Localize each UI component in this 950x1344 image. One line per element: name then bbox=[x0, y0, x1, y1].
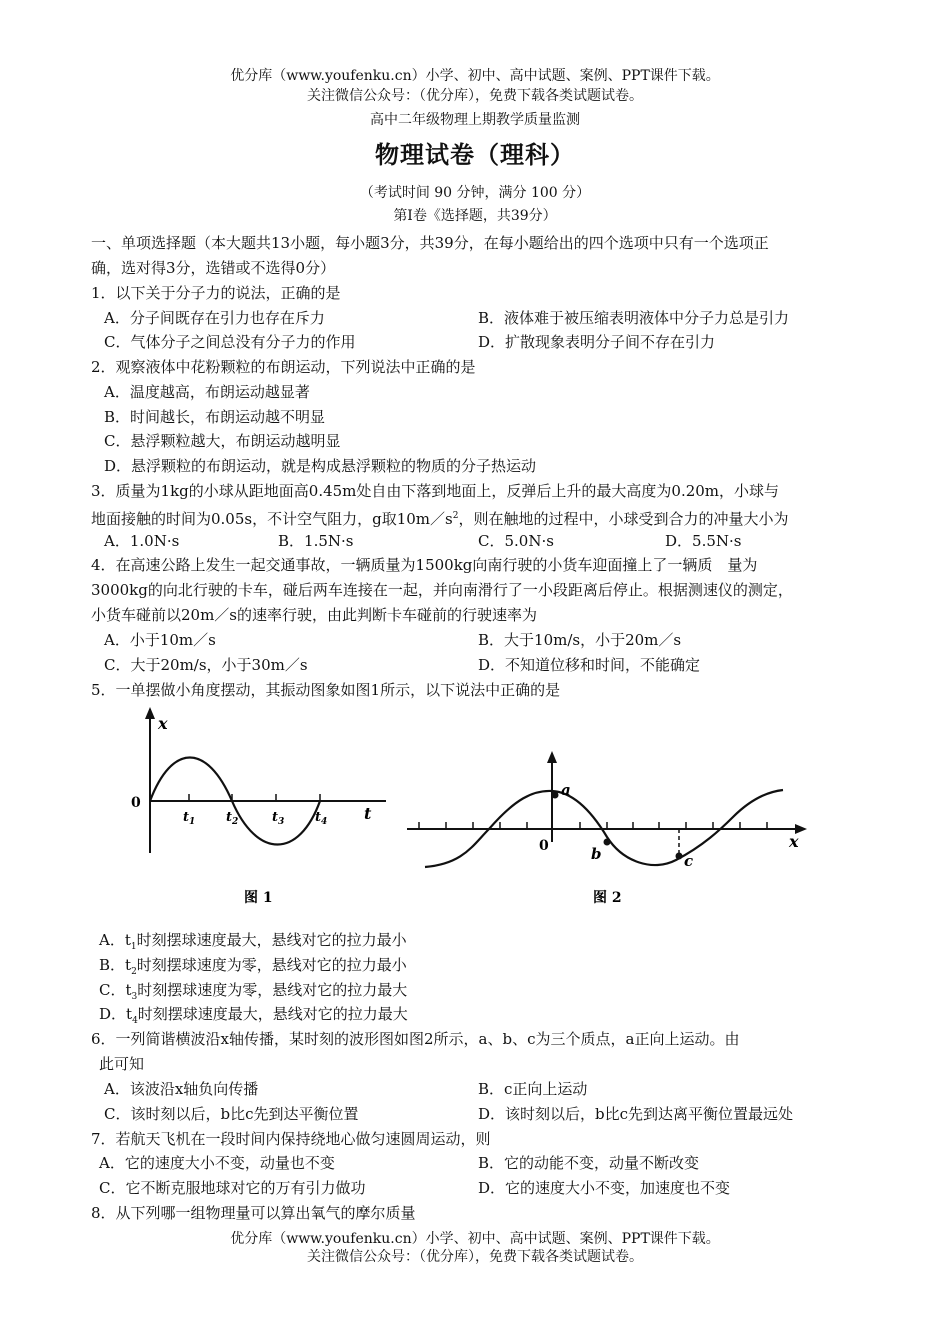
q4-stem-line-2: 3000kg的向北行驶的卡车，碰后两车连接在一起，并向南滑行了一小段距离后停止。根据测速仪的测定， bbox=[91, 581, 793, 599]
q3-option-b: B．1.5N·s bbox=[278, 532, 354, 550]
q5-stem: 5．一单摆做小角度摆动，其振动图象如图1所示，以下说法中正确的是 bbox=[91, 681, 561, 699]
figure-2 bbox=[403, 742, 813, 912]
fig1-origin-label: 0 bbox=[131, 795, 141, 811]
q5-option-d: D．$t_4$时刻摆球速度最大，悬线对它的拉力最大 bbox=[99, 1005, 408, 1026]
q3-option-a: A．1.0N·s bbox=[104, 532, 180, 550]
footer-line-2: 关注微信公众号：（优分库），免费下载各类试题试卷。 bbox=[307, 1249, 643, 1265]
q1-stem: 1．以下关于分子力的说法，正确的是 bbox=[91, 284, 341, 302]
q4-option-d: D．不知道位移和时间，不能确定 bbox=[478, 656, 701, 674]
q2-option-c: C．悬浮颗粒越大，布朗运动越明显 bbox=[104, 432, 341, 450]
fig1-caption: 图 1 bbox=[244, 890, 273, 906]
fig2-y-arrow bbox=[547, 751, 557, 763]
section-intro-line-1: 一、单项选择题（本大题共13小题，每小题3分，共39分，在每小题给出的四个选项中只有一个选项正 bbox=[91, 234, 769, 252]
exam-time-info: （考试时间 90 分钟，满分 100 分） bbox=[359, 185, 591, 201]
q3-stem-line-2: 地面接触的时间为0.05s，不计空气阻力，g取$10m/s^2$，则在触地的过程中，小球受到合力的冲量大小为 bbox=[91, 510, 789, 528]
q1-option-d: D．扩散现象表明分子间不存在引力 bbox=[478, 333, 716, 351]
q1-option-b: B．液体难于被压缩表明液体中分子力总是引力 bbox=[478, 309, 790, 327]
q4-option-a: A．小于10m／s bbox=[104, 631, 216, 649]
q6-option-d: D．该时刻以后，b比c先到达离平衡位置最远处 bbox=[478, 1105, 794, 1123]
figure-1 bbox=[128, 705, 390, 910]
q6-option-b: B．c正向上运动 bbox=[478, 1080, 588, 1098]
q6-option-a: A．该波沿x轴负向传播 bbox=[104, 1080, 259, 1098]
fig1-t1-label: $t_1$ bbox=[183, 810, 196, 827]
q1-option-c: C．气体分子之间总没有分子力的作用 bbox=[104, 333, 356, 351]
fig1-t-label: t bbox=[364, 804, 372, 823]
q6-stem-line-2: 此可知 bbox=[99, 1055, 145, 1073]
header-line-1: 优分库（www.youfenku.cn）小学、初中、高中试题、案例、PPT课件下载。 bbox=[230, 68, 720, 84]
q3-option-c: C．5.0N·s bbox=[478, 532, 554, 550]
fig2-point-a bbox=[552, 792, 559, 799]
q7-option-c: C．它不断克服地球对它的万有引力做功 bbox=[99, 1179, 366, 1197]
q5-option-c: C．$t_3$时刻摆球速度为零，悬线对它的拉力最大 bbox=[99, 981, 408, 1002]
fig2-caption: 图 2 bbox=[593, 890, 622, 906]
q4-option-c: C．大于20m/s，小于30m／s bbox=[104, 656, 308, 674]
section-intro-line-2: 确，选对得3分，选错或不选得0分） bbox=[91, 259, 336, 277]
q2-option-a: A．温度越高，布朗运动越显著 bbox=[104, 383, 310, 401]
q7-option-a: A．它的速度大小不变，动量也不变 bbox=[99, 1154, 335, 1172]
fig2-point-b bbox=[604, 839, 611, 846]
q1-option-a: A．分子间既存在引力也存在斥力 bbox=[104, 309, 325, 327]
q6-stem-line-1: 6．一列简谐横波沿x轴传播，某时刻的波形图如图2所示，a、b、c为三个质点，a正向上运动。由 bbox=[91, 1030, 740, 1048]
exam-title: 物理试卷（理科） bbox=[375, 140, 575, 169]
q2-option-b: B．时间越长，布朗运动越不明显 bbox=[104, 408, 326, 426]
q7-option-b: B．它的动能不变，动量不断改变 bbox=[478, 1154, 700, 1172]
q3-stem-line-1: 3．质量为1kg的小球从距地面高0.45m处自由下落到地面上，反弹后上升的最大高度为0.20m，小球与 bbox=[91, 482, 780, 500]
footer-line-1: 优分库（www.youfenku.cn）小学、初中、高中试题、案例、PPT课件下载。 bbox=[230, 1231, 720, 1247]
q4-stem-line-3: 小货车碰前以20m／s的速率行驶，由此判断卡车碰前的行驶速率为 bbox=[91, 606, 538, 624]
fig2-b-label: b bbox=[591, 845, 602, 863]
exam-subtitle: 高中二年级物理上期教学质量监测 bbox=[370, 112, 580, 128]
fig1-t3-label: $t_3$ bbox=[272, 810, 285, 827]
q8-stem: 8．从下列哪一组物理量可以算出氧气的摩尔质量 bbox=[91, 1204, 416, 1222]
q7-stem: 7．若航天飞机在一段时间内保持绕地心做匀速圆周运动，则 bbox=[91, 1130, 491, 1148]
fig1-t2-label: $t_2$ bbox=[226, 810, 239, 827]
header-line-2: 关注微信公众号：（优分库），免费下载各类试题试卷。 bbox=[307, 88, 643, 104]
fig2-x-label: x bbox=[789, 832, 799, 851]
fig2-c-label: c bbox=[684, 852, 694, 870]
q6-option-c: C．该时刻以后，b比c先到达平衡位置 bbox=[104, 1105, 359, 1123]
q2-stem: 2．观察液体中花粉颗粒的布朗运动，下列说法中正确的是 bbox=[91, 358, 476, 376]
exam-volume: 第Ⅰ卷《选择题，共39分） bbox=[393, 208, 557, 224]
q4-stem-line-1: 4．在高速公路上发生一起交通事故，一辆质量为1500kg向南行驶的小货车迎面撞上了一辆质 量为 bbox=[91, 556, 758, 574]
fig2-point-c bbox=[676, 853, 683, 860]
fig1-t4-label: $t_4$ bbox=[315, 810, 328, 827]
q4-option-b: B．大于10m/s，小于20m／s bbox=[478, 631, 682, 649]
fig1-x-label: x bbox=[158, 714, 168, 733]
fig2-ticks bbox=[419, 822, 767, 829]
fig2-origin-label: 0 bbox=[539, 838, 549, 854]
fig2-a-label: a bbox=[561, 781, 571, 799]
q3-option-d: D．5.5N·s bbox=[665, 532, 742, 550]
q5-option-a: A．$t_1$时刻摆球速度最大，悬线对它的拉力最小 bbox=[99, 931, 407, 952]
q2-option-d: D．悬浮颗粒的布朗运动，就是构成悬浮颗粒的物质的分子热运动 bbox=[104, 457, 537, 475]
fig1-x-arrow bbox=[145, 707, 155, 719]
q5-option-b: B．$t_2$时刻摆球速度为零，悬线对它的拉力最小 bbox=[99, 956, 407, 977]
q7-option-d: D．它的速度大小不变，加速度也不变 bbox=[478, 1179, 731, 1197]
